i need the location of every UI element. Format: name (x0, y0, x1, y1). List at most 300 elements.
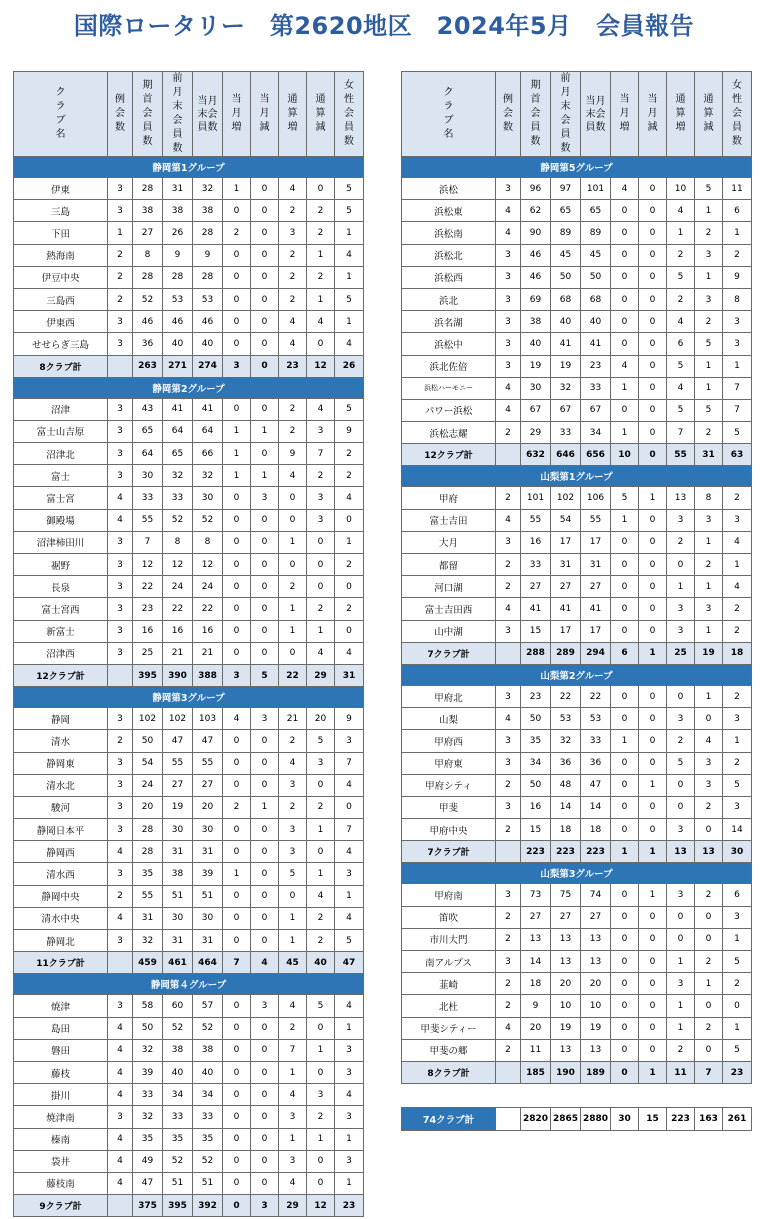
cell-start-members: 32 (133, 1039, 163, 1061)
cell-month-decrease: 0 (639, 796, 667, 818)
subtotal-prev-month-members: 223 (551, 841, 581, 863)
cell-start-members: 28 (133, 178, 163, 200)
cell-start-members: 23 (133, 598, 163, 620)
club-row (402, 730, 752, 752)
cell-current-members: 52 (193, 1150, 223, 1172)
cell-total-decrease: 3 (307, 1084, 335, 1106)
club-row (14, 620, 364, 642)
cell-start-members: 28 (133, 841, 163, 863)
cell-current-members: 31 (193, 930, 223, 952)
cell-female-members: 0 (335, 509, 364, 531)
club-row (402, 178, 752, 200)
cell-female-members: 2 (723, 752, 752, 774)
cell-total-increase: 4 (279, 1172, 307, 1194)
cell-club-name: 藤枝南 (14, 1172, 108, 1194)
subtotal-row (402, 642, 752, 664)
subtotal-total-increase: 55 (667, 444, 695, 466)
cell-start-members: 50 (521, 708, 551, 730)
cell-club-name: 山中湖 (402, 620, 496, 642)
subtotal-total-decrease: 29 (307, 664, 335, 686)
cell-start-members: 33 (521, 554, 551, 576)
cell-current-members: 46 (193, 311, 223, 333)
cell-month-decrease: 0 (639, 377, 667, 399)
cell-meetings: 4 (108, 1150, 133, 1172)
subtotal-female-members: 23 (335, 1195, 364, 1217)
cell-month-increase: 0 (611, 333, 639, 355)
club-row (402, 311, 752, 333)
cell-total-decrease: 3 (695, 752, 723, 774)
cell-prev-month-members: 55 (163, 752, 193, 774)
cell-prev-month-members: 34 (163, 1084, 193, 1106)
grand-total-start-members: 2820 (521, 1108, 551, 1131)
club-row (14, 222, 364, 244)
cell-total-increase: 4 (279, 178, 307, 200)
cell-month-increase: 0 (611, 554, 639, 576)
cell-prev-month-members: 21 (163, 642, 193, 664)
cell-total-increase: 4 (279, 333, 307, 355)
header-label: 当月減 (259, 94, 270, 133)
cell-prev-month-members: 22 (551, 685, 581, 707)
cell-month-increase: 0 (223, 907, 251, 929)
cell-prev-month-members: 51 (163, 885, 193, 907)
cell-meetings: 3 (108, 531, 133, 553)
cell-current-members: 20 (581, 973, 611, 995)
cell-total-increase: 1 (667, 576, 695, 598)
subtotal-month-decrease: 3 (251, 1195, 279, 1217)
club-row (14, 1039, 364, 1061)
cell-club-name: 甲府東 (402, 752, 496, 774)
cell-total-decrease: 3 (695, 774, 723, 796)
cell-meetings: 4 (108, 1039, 133, 1061)
cell-month-decrease: 0 (251, 222, 279, 244)
cell-total-increase: 0 (667, 774, 695, 796)
club-row (14, 576, 364, 598)
cell-total-decrease: 1 (307, 244, 335, 266)
club-row (14, 1106, 364, 1128)
subtotal-total-decrease: 12 (307, 1195, 335, 1217)
cell-club-name: 静岡中央 (14, 885, 108, 907)
cell-prev-month-members: 19 (551, 1017, 581, 1039)
header-month-increase (223, 72, 251, 157)
cell-prev-month-members: 65 (163, 443, 193, 465)
cell-total-decrease: 4 (307, 398, 335, 420)
cell-female-members: 5 (723, 774, 752, 796)
header-label: 通算減 (315, 94, 326, 133)
cell-month-increase: 0 (611, 222, 639, 244)
cell-start-members: 32 (133, 1106, 163, 1128)
cell-club-name: 富士宮西 (14, 598, 108, 620)
cell-club-name: 沼津柿田川 (14, 531, 108, 553)
cell-prev-month-members: 31 (163, 178, 193, 200)
grand-total-meetings (496, 1108, 521, 1131)
header-meetings (496, 72, 521, 157)
cell-meetings: 3 (496, 752, 521, 774)
cell-month-increase: 0 (611, 928, 639, 950)
cell-female-members: 5 (723, 422, 752, 444)
cell-month-increase: 0 (611, 884, 639, 906)
cell-meetings: 3 (108, 620, 133, 642)
cell-start-members: 40 (521, 333, 551, 355)
cell-meetings: 2 (496, 995, 521, 1017)
club-row (402, 906, 752, 928)
cell-club-name: 浜松ハーモニー (402, 377, 496, 399)
cell-female-members: 4 (335, 487, 364, 509)
cell-month-decrease: 0 (639, 399, 667, 421)
subtotal-row (402, 841, 752, 863)
subtotal-female-members: 63 (723, 444, 752, 466)
cell-meetings: 3 (108, 443, 133, 465)
cell-female-members: 7 (335, 819, 364, 841)
cell-month-increase: 1 (223, 178, 251, 200)
grand-total-total-increase: 223 (667, 1108, 695, 1131)
cell-start-members: 16 (133, 620, 163, 642)
cell-meetings: 2 (496, 906, 521, 928)
cell-total-decrease: 1 (695, 355, 723, 377)
cell-meetings: 3 (108, 930, 133, 952)
cell-total-decrease: 0 (307, 531, 335, 553)
cell-current-members: 21 (193, 642, 223, 664)
subtotal-month-increase: 3 (223, 664, 251, 686)
club-row (402, 266, 752, 288)
cell-total-decrease: 0 (307, 1172, 335, 1194)
header-label: 当月末会員数 (197, 95, 218, 133)
cell-start-members: 50 (133, 1017, 163, 1039)
cell-female-members: 4 (335, 841, 364, 863)
club-row (14, 730, 364, 752)
header-label: 通算増 (287, 94, 298, 133)
cell-club-name: 裾野 (14, 554, 108, 576)
cell-current-members: 41 (581, 598, 611, 620)
cell-female-members: 4 (335, 1084, 364, 1106)
group-name: 静岡第3グループ (14, 687, 364, 708)
cell-start-members: 13 (521, 928, 551, 950)
cell-female-members: 3 (335, 863, 364, 885)
subtotal-total-increase: 45 (279, 952, 307, 974)
cell-meetings: 4 (496, 200, 521, 222)
cell-female-members: 7 (335, 752, 364, 774)
cell-total-decrease: 2 (695, 222, 723, 244)
cell-total-increase: 1 (667, 951, 695, 973)
cell-total-increase: 3 (667, 708, 695, 730)
cell-female-members: 0 (723, 995, 752, 1017)
cell-prev-month-members: 35 (163, 1128, 193, 1150)
cell-month-decrease: 0 (251, 266, 279, 288)
cell-month-increase: 0 (223, 509, 251, 531)
cell-club-name: 甲斐 (402, 796, 496, 818)
header-total-increase (279, 72, 307, 157)
cell-current-members: 36 (581, 752, 611, 774)
cell-month-increase: 0 (223, 752, 251, 774)
cell-current-members: 9 (193, 244, 223, 266)
cell-prev-month-members: 64 (163, 420, 193, 442)
cell-month-decrease: 0 (251, 1061, 279, 1083)
cell-start-members: 35 (133, 863, 163, 885)
cell-total-decrease: 4 (307, 885, 335, 907)
header-prev-month-members (163, 72, 193, 157)
cell-female-members: 2 (335, 598, 364, 620)
cell-club-name: 大月 (402, 531, 496, 553)
cell-total-decrease: 0 (307, 774, 335, 796)
cell-month-increase: 0 (223, 200, 251, 222)
club-row (402, 620, 752, 642)
cell-total-increase: 2 (667, 531, 695, 553)
cell-start-members: 27 (521, 576, 551, 598)
cell-month-increase: 5 (611, 487, 639, 509)
cell-female-members: 1 (723, 730, 752, 752)
subtotal-club-name: 7クラブ計 (402, 841, 496, 863)
subtotal-meetings (496, 1061, 521, 1083)
cell-month-increase: 0 (611, 819, 639, 841)
cell-female-members: 5 (335, 288, 364, 310)
subtotal-total-decrease: 12 (307, 355, 335, 377)
subtotal-start-members: 288 (521, 642, 551, 664)
cell-club-name: 焼津南 (14, 1106, 108, 1128)
cell-club-name: 御殿場 (14, 509, 108, 531)
cell-total-increase: 1 (279, 930, 307, 952)
cell-total-increase: 2 (279, 200, 307, 222)
group-name: 静岡第1グループ (14, 157, 364, 178)
cell-meetings: 3 (108, 200, 133, 222)
club-row (14, 1061, 364, 1083)
cell-total-decrease: 0 (695, 708, 723, 730)
cell-total-increase: 3 (279, 841, 307, 863)
cell-total-increase: 7 (279, 1039, 307, 1061)
cell-club-name: 静岡日本平 (14, 819, 108, 841)
cell-month-increase: 0 (223, 1172, 251, 1194)
cell-total-decrease: 5 (695, 333, 723, 355)
cell-start-members: 8 (133, 244, 163, 266)
subtotal-month-decrease: 1 (639, 841, 667, 863)
subtotal-total-decrease: 31 (695, 444, 723, 466)
cell-prev-month-members: 30 (163, 819, 193, 841)
cell-month-increase: 0 (611, 685, 639, 707)
club-row (402, 819, 752, 841)
cell-month-decrease: 3 (251, 708, 279, 730)
cell-female-members: 3 (335, 1039, 364, 1061)
cell-total-decrease: 2 (695, 884, 723, 906)
cell-total-decrease: 2 (695, 1017, 723, 1039)
cell-female-members: 4 (335, 995, 364, 1017)
cell-month-decrease: 0 (639, 422, 667, 444)
cell-current-members: 103 (193, 708, 223, 730)
cell-club-name: 三島 (14, 200, 108, 222)
cell-current-members: 40 (193, 1061, 223, 1083)
cell-month-decrease: 1 (639, 774, 667, 796)
header-row (402, 72, 752, 157)
cell-meetings: 4 (496, 509, 521, 531)
cell-current-members: 30 (193, 819, 223, 841)
cell-month-increase: 0 (611, 399, 639, 421)
cell-current-members: 30 (193, 907, 223, 929)
cell-prev-month-members: 60 (163, 995, 193, 1017)
cell-prev-month-members: 31 (163, 841, 193, 863)
cell-month-decrease: 0 (251, 1017, 279, 1039)
subtotal-meetings (108, 664, 133, 686)
cell-total-decrease: 1 (695, 973, 723, 995)
cell-total-decrease: 3 (307, 420, 335, 442)
cell-female-members: 2 (723, 620, 752, 642)
cell-current-members: 101 (581, 178, 611, 200)
cell-club-name: 甲府西 (402, 730, 496, 752)
cell-meetings: 2 (496, 973, 521, 995)
cell-prev-month-members: 17 (551, 620, 581, 642)
cell-club-name: 甲府シティ (402, 774, 496, 796)
header-row (14, 72, 364, 157)
right-table-container (401, 71, 752, 1084)
header-month-increase (611, 72, 639, 157)
cell-month-decrease: 0 (251, 244, 279, 266)
cell-current-members: 32 (193, 178, 223, 200)
cell-club-name: 甲府北 (402, 685, 496, 707)
cell-month-increase: 0 (223, 730, 251, 752)
subtotal-meetings (108, 355, 133, 377)
cell-total-increase: 3 (667, 973, 695, 995)
cell-total-decrease: 3 (307, 509, 335, 531)
cell-month-decrease: 0 (639, 509, 667, 531)
cell-month-decrease: 0 (639, 819, 667, 841)
cell-current-members: 45 (581, 244, 611, 266)
cell-total-decrease: 2 (695, 311, 723, 333)
header-prev-month-members (551, 72, 581, 157)
cell-month-increase: 2 (223, 222, 251, 244)
cell-prev-month-members: 22 (163, 598, 193, 620)
cell-month-decrease: 0 (251, 1084, 279, 1106)
subtotal-total-decrease: 40 (307, 952, 335, 974)
cell-prev-month-members: 14 (551, 796, 581, 818)
cell-start-members: 24 (133, 774, 163, 796)
cell-month-increase: 0 (611, 752, 639, 774)
cell-total-decrease: 2 (307, 598, 335, 620)
cell-total-increase: 5 (667, 266, 695, 288)
subtotal-club-name: 7クラブ計 (402, 642, 496, 664)
cell-month-decrease: 0 (639, 222, 667, 244)
cell-club-name: 榛南 (14, 1128, 108, 1150)
cell-total-increase: 2 (279, 244, 307, 266)
cell-total-increase: 1 (279, 1128, 307, 1150)
cell-total-decrease: 1 (695, 685, 723, 707)
cell-total-decrease: 7 (307, 443, 335, 465)
club-row (14, 200, 364, 222)
club-row (14, 1128, 364, 1150)
cell-prev-month-members: 12 (163, 554, 193, 576)
subtotal-month-decrease: 1 (639, 642, 667, 664)
cell-prev-month-members: 26 (163, 222, 193, 244)
cell-current-members: 40 (193, 333, 223, 355)
cell-start-members: 64 (133, 443, 163, 465)
cell-prev-month-members: 32 (551, 377, 581, 399)
cell-current-members: 52 (193, 1017, 223, 1039)
club-row (14, 288, 364, 310)
club-row (402, 973, 752, 995)
cell-club-name: 沼津 (14, 398, 108, 420)
cell-total-increase: 5 (667, 355, 695, 377)
cell-current-members: 40 (581, 311, 611, 333)
cell-total-decrease: 1 (695, 531, 723, 553)
cell-month-increase: 0 (611, 774, 639, 796)
cell-start-members: 12 (133, 554, 163, 576)
cell-month-increase: 0 (611, 288, 639, 310)
cell-start-members: 55 (521, 509, 551, 531)
cell-start-members: 55 (133, 885, 163, 907)
cell-prev-month-members: 102 (163, 708, 193, 730)
cell-prev-month-members: 41 (163, 398, 193, 420)
cell-meetings: 2 (496, 1039, 521, 1061)
cell-current-members: 19 (581, 1017, 611, 1039)
cell-female-members: 3 (335, 1150, 364, 1172)
cell-current-members: 55 (581, 509, 611, 531)
cell-start-members: 23 (521, 685, 551, 707)
cell-prev-month-members: 33 (163, 487, 193, 509)
cell-meetings: 4 (496, 598, 521, 620)
subtotal-total-decrease: 13 (695, 841, 723, 863)
cell-start-members: 73 (521, 884, 551, 906)
cell-current-members: 22 (193, 598, 223, 620)
cell-total-decrease: 2 (307, 907, 335, 929)
cell-month-increase: 1 (611, 377, 639, 399)
cell-total-decrease: 1 (307, 620, 335, 642)
cell-meetings: 3 (108, 576, 133, 598)
subtotal-female-members: 23 (723, 1061, 752, 1083)
cell-month-increase: 0 (223, 398, 251, 420)
cell-current-members: 18 (581, 819, 611, 841)
cell-meetings: 2 (108, 730, 133, 752)
cell-total-increase: 2 (279, 398, 307, 420)
cell-start-members: 46 (521, 266, 551, 288)
cell-total-decrease: 0 (307, 1150, 335, 1172)
cell-female-members: 2 (723, 487, 752, 509)
cell-prev-month-members: 8 (163, 531, 193, 553)
cell-club-name: 浜松中 (402, 333, 496, 355)
cell-current-members: 66 (193, 443, 223, 465)
cell-total-increase: 0 (279, 642, 307, 664)
cell-month-decrease: 0 (639, 178, 667, 200)
cell-start-members: 18 (521, 973, 551, 995)
grand-total-container (401, 1107, 752, 1131)
cell-female-members: 4 (335, 907, 364, 929)
subtotal-start-members: 632 (521, 444, 551, 466)
cell-month-increase: 0 (223, 620, 251, 642)
club-row (14, 420, 364, 442)
cell-month-increase: 0 (611, 1039, 639, 1061)
cell-prev-month-members: 53 (551, 708, 581, 730)
subtotal-meetings (496, 444, 521, 466)
cell-total-increase: 13 (667, 487, 695, 509)
cell-meetings: 4 (108, 1017, 133, 1039)
cell-total-decrease: 2 (307, 1106, 335, 1128)
group-name: 山梨第3グループ (402, 863, 752, 884)
cell-prev-month-members: 41 (551, 333, 581, 355)
cell-month-decrease: 0 (251, 930, 279, 952)
cell-prev-month-members: 36 (551, 752, 581, 774)
subtotal-month-increase: 3 (223, 355, 251, 377)
cell-total-decrease: 2 (695, 951, 723, 973)
club-row (402, 884, 752, 906)
cell-total-decrease: 0 (307, 333, 335, 355)
club-row (402, 951, 752, 973)
cell-total-decrease: 0 (307, 178, 335, 200)
cell-month-decrease: 0 (639, 928, 667, 950)
cell-start-members: 25 (133, 642, 163, 664)
club-row (402, 576, 752, 598)
subtotal-female-members: 47 (335, 952, 364, 974)
subtotal-month-decrease: 4 (251, 952, 279, 974)
cell-current-members: 41 (581, 333, 611, 355)
cell-female-members: 2 (723, 685, 752, 707)
cell-prev-month-members: 33 (163, 1106, 193, 1128)
cell-total-decrease: 4 (307, 642, 335, 664)
cell-female-members: 6 (723, 200, 752, 222)
cell-total-increase: 9 (279, 443, 307, 465)
